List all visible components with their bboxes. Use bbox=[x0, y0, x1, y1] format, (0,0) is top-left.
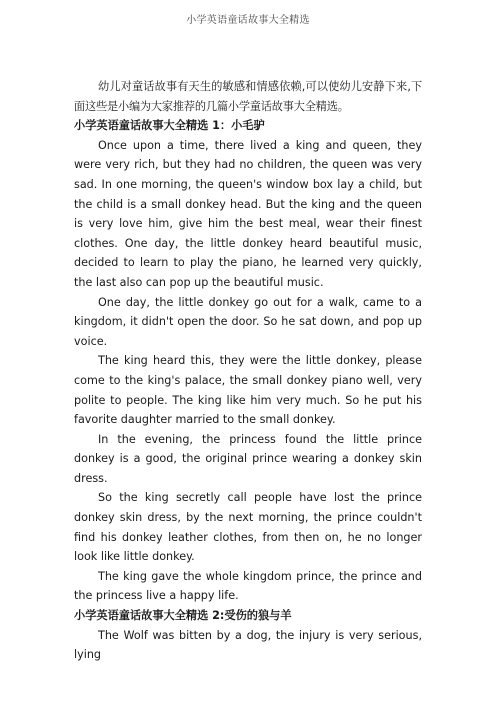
paragraph: The Wolf was bitten by a dog, the injury is very serious, lying bbox=[74, 628, 422, 662]
paragraph: Once upon a time, there lived a king and queen, they were very rich, but they had no children, the queen was very sad. In one morning, the queen's window box lay a child, but the child is a small donkey head. But the king and the queen is very love him, give him the best meal, wear their finest clothes. One day, the little donkey heard beautiful music, decided to learn to play the piano, he learned very quickly, the last also can pop up the beautiful music. bbox=[74, 138, 422, 289]
document-body bbox=[74, 77, 422, 665]
paragraph: In the evening, the princess found the little prince donkey is a good, the original prince wearing a donkey skin dress. bbox=[74, 432, 422, 485]
page-header: 小学英语童话故事大全精选 bbox=[186, 15, 310, 26]
paragraph: The king heard this, they were the little donkey, please come to the king's palace, the small donkey piano well, very polite to people. The king like him very much. So he put his favorite daughter married to the small donkey. bbox=[74, 354, 422, 427]
paragraph: One day, the little donkey go out for a walk, came to a kingdom, it didn't open the door. So he sat down, and pop up voice. bbox=[74, 295, 422, 348]
section-heading: 小学英语童话故事大全精选 2:受伤的狼与羊 bbox=[74, 609, 292, 623]
paragraph: The king gave the whole kingdom prince, the prince and the princess live a happy life. bbox=[74, 569, 422, 603]
intro-paragraph: 幼儿对童话故事有天生的敏感和情感依赖,可以使幼儿安静下来,下面这些是小编为大家推荐的几篇小学童话故事大全精选。 bbox=[74, 80, 422, 113]
section-heading: 小学英语童话故事大全精选 1：小毛驴 bbox=[74, 119, 265, 133]
paragraph: So the king secretly call people have lost the prince donkey skin dress, by the next morning, the prince couldn't find his donkey leather clothes, from then on, he no longer look like little donkey. bbox=[74, 491, 422, 564]
